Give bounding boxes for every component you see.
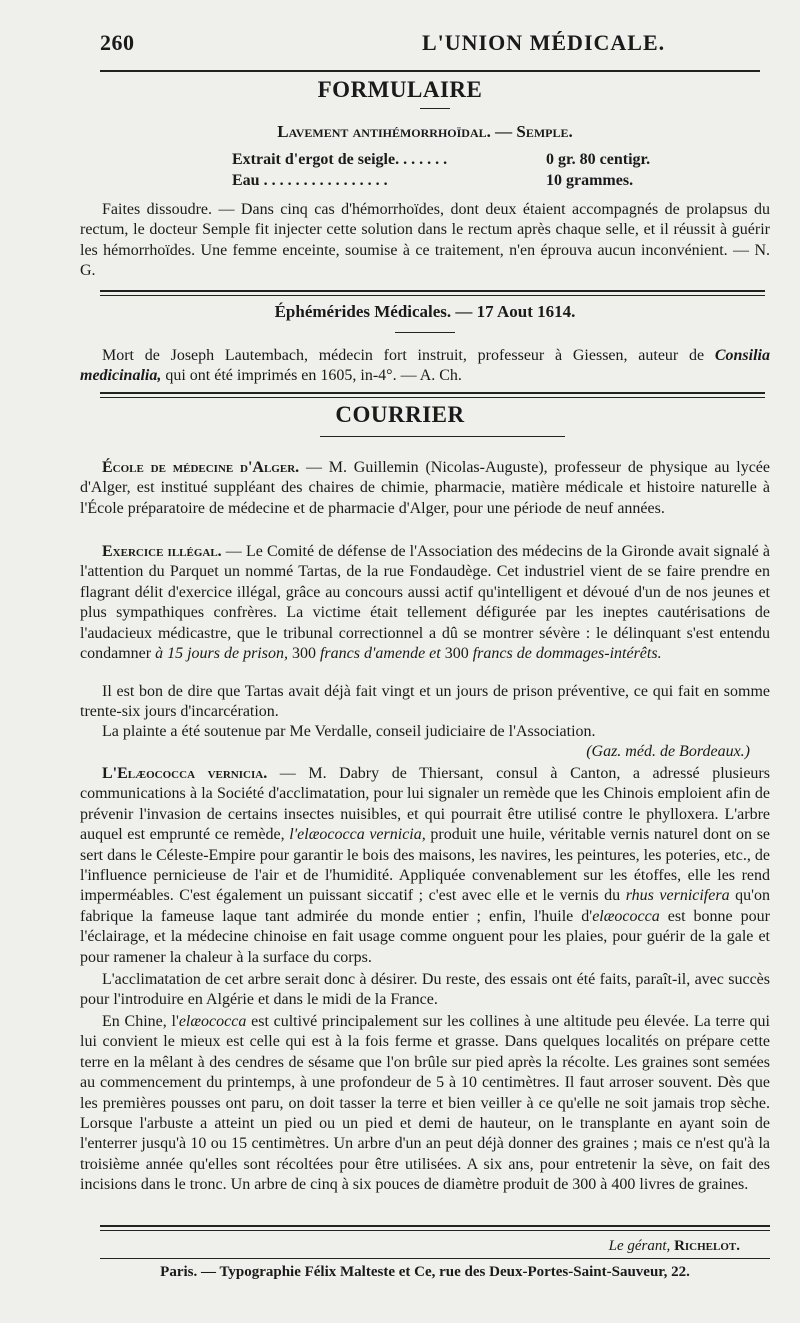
ingredient-name: Eau . . . . . . . . . . . . . . . . xyxy=(232,172,388,189)
para-italic: rhus vernicifera xyxy=(625,887,730,905)
courrier-para-4: La plainte a été soutenue par Me Verdalle, conseil judiciaire de l'Association. xyxy=(102,723,596,740)
para-italic: elæococca xyxy=(592,907,660,925)
formulaire-text: Faites dissoudre. — Dans cinq cas d'hémorrhoïdes, dont deux étaient accompagnés de prolapsus du rectum, le docteur Semple fit injecter cette solution dans le rectum après chaque selle, et il réussit à guérir les hémorrhoïdes. Une femme enceinte, soumise à ce traitement, n'en éprouva aucun inconvénient. — N. G. xyxy=(80,201,770,280)
ephemerides-work-title: Consilia medicinalia, xyxy=(80,347,770,385)
courrier-para-2 xyxy=(80,542,770,664)
footer-rule xyxy=(100,1225,770,1231)
para-lead: Exercice illégal. xyxy=(102,543,222,560)
gerant-name: Richelot. xyxy=(674,1238,740,1254)
footer-rule-thin xyxy=(100,1258,770,1259)
gerant-signature xyxy=(609,1238,740,1255)
courrier-para-5 xyxy=(80,764,770,968)
para-lead: École de médecine d'Alger. xyxy=(102,459,300,476)
section-rule xyxy=(100,290,765,296)
title-underline xyxy=(320,436,565,437)
para-text: — Le Comité de défense de l'Association des médecins de la Gironde avait signalé à l'attention du Parquet un nommé Tartas, de la rue Fondaudège. Cet industriel vient de se faire prendre en flagrant délit d'exercice illégal, grâce au concours aussi actif qu'intelligent et dévoué d'un de nos jeunes et plus sympathiques confrères. La victime était tellement défigurée par les ineptes cautérisations de l'audacieux médicastre, que le tribunal correctionnel a dû se montrer sévère : le délinquant s'est entendu condamner xyxy=(80,543,771,663)
printer-imprint: Paris. — Typographie Félix Malteste et Ce, rue des Deux-Portes-Saint-Sauveur, 22. xyxy=(160,1264,690,1280)
ephemerides-text-b: qui ont été imprimés en 1605, in-4°. — A. Ch. xyxy=(161,367,462,385)
para-text: En Chine, l' xyxy=(102,1013,179,1030)
para-text: est bonne pour l'éclairage, et la médecine chinoise en fait usage comme onguent pour les plaies, pour guérir de la gale et pour ramener la chaleur à la surface du corps. xyxy=(80,907,771,966)
recipe-title: Lavement antihémorrhoïdal. — Semple. xyxy=(277,122,573,141)
page-header xyxy=(80,30,770,60)
para-text: qu'on fabrique la fameuse laque tant admirée du monde entier ; enfin, l'huile d' xyxy=(80,887,770,925)
para-italic: à 15 jours de prison, xyxy=(155,645,288,663)
source-citation: (Gaz. méd. de Bordeaux.) xyxy=(586,743,750,760)
para-text: 300 xyxy=(287,645,320,663)
courrier-para-1 xyxy=(80,458,770,519)
page-number: 260 xyxy=(100,30,135,55)
section-rule xyxy=(100,392,765,398)
para-text: — M. Dabry de Thiersant, consul à Canton, a adressé plusieurs communications à la Société d'acclimatation, pour lui signaler un remède que les Chinois emploient afin de prévenir l'invasion de certains insectes nuisibles, et qui pourrait être utilisé contre le phylloxera. L'arbre auquel est emprunté ce remède, xyxy=(80,765,770,844)
courrier-para-7 xyxy=(80,1012,770,1196)
para-text: est cultivé principalement sur les collines à une altitude peu élevée. La terre qui lui convient le mieux est celle qui est à la fois ferme et grasse. Dans quelques localités on prépare cette terre en la mêlant à des cendres de sésame que l'on brûle sur pied après la récolte. Les graines sont semées au commencement du printemps, à une profondeur de 5 à 10 centimètres. Il faut arroser souvent. Dès que les premières pousses ont paru, on doit tasser la terre et bien veiller à ce qu'elle ne soit jamais trop sèche. Lorsque l'arbuste a atteint un pied ou un pied et demi de hauteur, on le transplante en ayant soin de l'enterrer jusqu'à 10 ou 15 centimètres. Un arbre d'un an peut déjà donner des graines ; mais ce n'est qu'à la troisième année qu'elles sont récoltées pour être utilisées. A six ans, pour entretenir la sève, on fait des incisions dans le tronc. Un arbre de cinq à six pouces de diamètre produit de 300 à 400 livres de graines. xyxy=(80,1013,770,1194)
para-text: — M. Guillemin (Nicolas-Auguste), professeur de physique au lycée d'Alger, est institué suppléant des chaires de chimie, pharmacie, matière médicale et histoire naturelle à l'École préparatoire de médecine et de pharmacie d'Alger, pour une période de neuf années. xyxy=(80,459,771,517)
para-italic: francs de dommages-intérêts. xyxy=(472,645,662,663)
para-italic: francs d'amende et xyxy=(319,645,441,663)
para-text: 300 xyxy=(440,645,473,663)
title-underline xyxy=(420,108,450,109)
header-rule xyxy=(100,70,760,72)
para-text: produit une huile, véritable vernis naturel dont on se sert dans le Céleste-Empire pour garantir le bois des maisons, les navires, les peintures, les poteries, etc., de l'influence pernicieuse de l'air et de l'humidité. Appliquée convenablement sur les étoffes, elle les rend imperméables. C'est également un puissant siccatif ; c'est avec elle et le vernis du xyxy=(80,826,771,905)
para-italic: l'elæococca vernicia, xyxy=(289,826,426,844)
courrier-para-3: Il est bon de dire que Tartas avait déjà fait vingt et un jours de prison préventive, ce qui fait en somme trente-six jours d'incarcération. xyxy=(80,683,770,721)
formulaire-title: FORMULAIRE xyxy=(317,77,483,102)
gerant-label: Le gérant, xyxy=(608,1238,671,1254)
para-italic: elæococca xyxy=(178,1013,247,1030)
title-underline xyxy=(395,332,455,333)
ingredient-qty: 0 gr. 80 centigr. xyxy=(546,151,651,168)
ephemerides-text-a: Mort de Joseph Lautembach, médecin fort instruit, professeur à Giessen, auteur de xyxy=(102,347,715,364)
ephemerides-text xyxy=(80,346,770,387)
courrier-para-6: L'acclimatation de cet arbre serait donc à désirer. Du reste, des essais ont été faits, paraît-il, avec succès pour l'introduire en Algérie et dans le midi de la France. xyxy=(80,971,770,1009)
running-head: L'UNION MÉDICALE. xyxy=(422,30,666,55)
courrier-title: COURRIER xyxy=(335,402,465,427)
ingredient-name: Extrait d'ergot de seigle. . . . . . . xyxy=(232,151,448,168)
ingredient-qty: 10 grammes. xyxy=(546,172,634,189)
ephemerides-title: Éphémérides Médicales. — 17 Aout 1614. xyxy=(274,302,576,321)
para-lead: L'Elæococca vernicia. xyxy=(102,765,268,782)
